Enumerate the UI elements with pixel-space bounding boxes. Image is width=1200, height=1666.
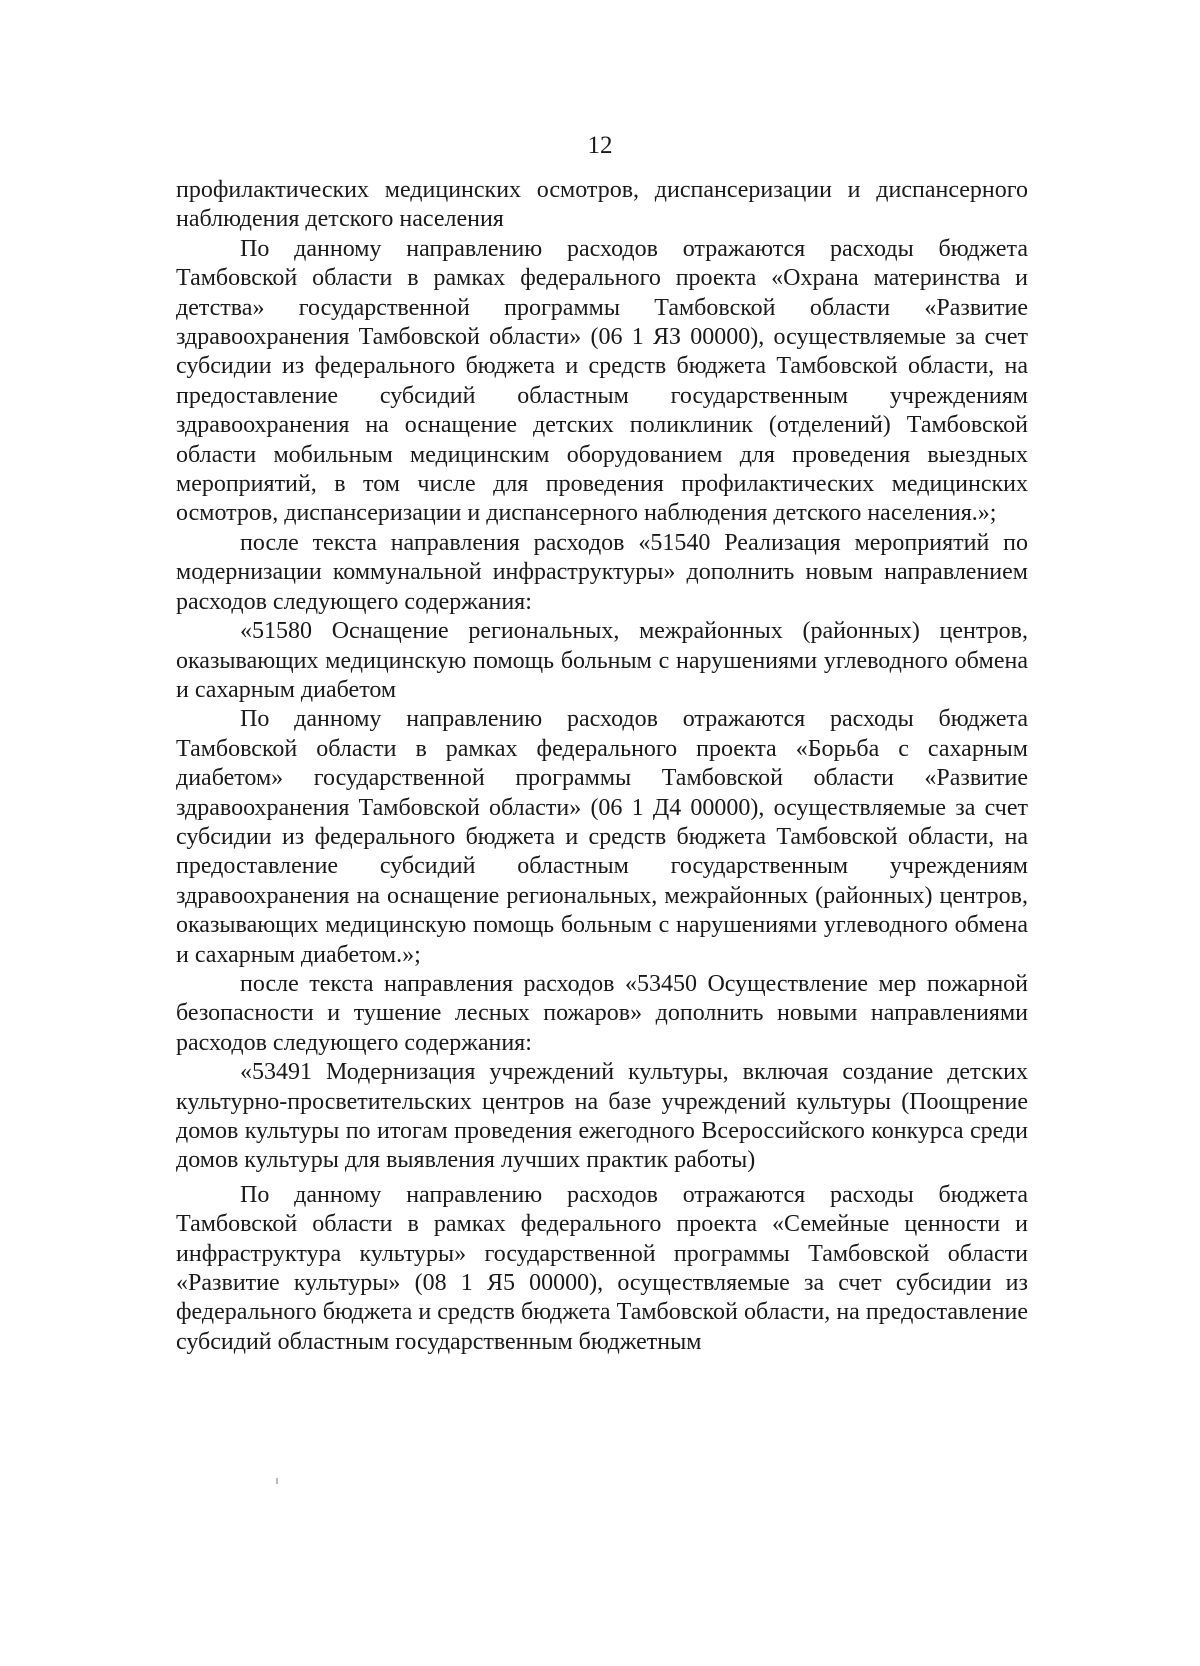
paragraph-continuation: профилактических медицинских осмотров, диспансеризации и диспансерного наблюдения детского населения [176, 177, 1028, 233]
page-number: 12 [587, 132, 613, 159]
paragraph-amendment-instruction: после текста направления расходов «51540 Реализация мероприятий по модернизации коммунальной инфраструктуры» дополнить новым направлением расходов следующего содержания: [176, 529, 1028, 615]
document-body [176, 176, 1028, 1357]
scan-speck [276, 1478, 278, 1484]
paragraph-amendment-instruction: после текста направления расходов «53450 Осуществление мер пожарной безопасности и тушение лесных пожаров» дополнить новыми направлениями расходов следующего содержания: [176, 970, 1028, 1056]
paragraph-expense-heading: «51580 Оснащение региональных, межрайонных (районных) центров, оказывающих медицинскую помощь больным с нарушениями углеводного обмена и сахарным диабетом [176, 618, 1028, 703]
paragraph-description: По данному направлению расходов отражаются расходы бюджета Тамбовской области в рамках федерального проекта «Борьба с сахарным диабетом» государственной программы Тамбовской области «Развитие здравоохранения Тамбовской области» (06 1 Д4 00000), осуществляемые за счет субсидии из федерального бюджета и средств бюджета Тамбовской области, на предоставление субсидий областным государственным учреждениям здравоохранения на оснащение региональных, межрайонных (районных) центров, оказывающих медицинскую помощь больным с нарушениями углеводного обмена и сахарным диабетом.»; [176, 706, 1028, 968]
paragraph-expense-heading: «53491 Модернизация учреждений культуры, включая создание детских культурно-просветительских центров на базе учреждений культуры (Поощрение домов культуры по итогам проведения ежегодного Всероссийского конкурса среди домов культуры для выявления лучших практик работы) [176, 1059, 1028, 1174]
paragraph-description: По данному направлению расходов отражаются расходы бюджета Тамбовской области в рамках федерального проекта «Охрана материнства и детства» государственной программы Тамбовской области «Развитие здравоохранения Тамбовской области» (06 1 ЯЗ 00000), осуществляемые за счет субсидии из федерального бюджета и средств бюджета Тамбовской области, на предоставление субсидий областным государственным учреждениям здравоохранения на оснащение детских поликлиник (отделений) Тамбовской области мобильным медицинским оборудованием для проведения выездных мероприятий, в том числе для проведения профилактических медицинских осмотров, диспансеризации и диспансерного наблюдения детского населения.»; [176, 235, 1028, 527]
paragraph-description: По данному направлению расходов отражаются расходы бюджета Тамбовской области в рамках федерального проекта «Семейные ценности и инфраструктура культуры» государственной программы Тамбовской области «Развитие культуры» (08 1 Я5 00000), осуществляемые за счет субсидии из федерального бюджета и средств бюджета Тамбовской области, на предоставление субсидий областным государственным бюджетным [176, 1181, 1028, 1355]
